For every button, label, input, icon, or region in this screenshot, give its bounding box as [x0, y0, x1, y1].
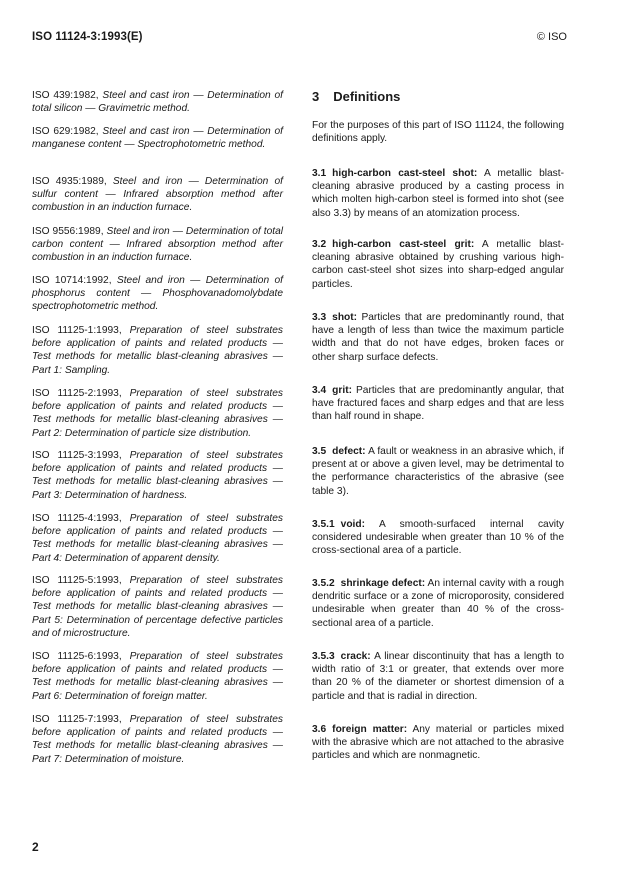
- definition-number: 3.4: [312, 385, 327, 396]
- reference-title: Preparation of steel substrates before application of paints and related products — Test methods for metallic blast-cleaning abrasives — Part 6: Determination of foreign matter.: [32, 651, 283, 702]
- definition-number: 3.5.2: [312, 578, 335, 589]
- definition-text: A linear discontinuity that has a length to width ratio of 3:1 or greater, that extends over more than 20 % of the diameter or shortest dimension of a particle and that is radial in direction.: [312, 651, 564, 702]
- definition-term: defect:: [332, 446, 366, 457]
- definition-number: 3.3: [312, 312, 327, 323]
- definition-text: A metallic blast-cleaning abrasive produced by a casting process in which molten high-carbon steel is formed into shot (see also 3.3) by means of an atomization process.: [312, 168, 564, 219]
- definition-term: grit:: [332, 385, 352, 396]
- reference-title: Preparation of steel substrates before application of paints and related products — Test methods for metallic blast-cleaning abrasives — Part 5: Determination of percentage defective particles and of microstructure.: [32, 575, 283, 639]
- reference-title: Steel and iron — Determination of phosphorus content — Phosphovanadomolybdate spectrophotometric method.: [32, 275, 283, 313]
- definition-text: Any material or particles mixed with the abrasive which are not attached to the abrasive particles and which are nonmagnetic.: [312, 724, 564, 762]
- reference-code: ISO 11125-1:1993,: [32, 325, 122, 336]
- reference-item: [32, 175, 283, 215]
- reference-code: ISO 439:1982,: [32, 90, 99, 101]
- reference-item: [32, 387, 283, 440]
- reference-item: [32, 512, 283, 565]
- definition-term: void:: [340, 519, 366, 530]
- definition-item: [312, 167, 564, 220]
- reference-code: ISO 629:1982,: [32, 126, 99, 137]
- definition-term: crack:: [340, 651, 371, 662]
- definition-number: 3.5.3: [312, 651, 335, 662]
- definition-number: 3.5.1: [312, 519, 335, 530]
- definition-item: [312, 577, 564, 630]
- definition-term: high-carbon cast-steel shot:: [332, 168, 478, 179]
- reference-item: [32, 650, 283, 703]
- reference-item: [32, 713, 283, 766]
- definition-item: [312, 238, 564, 291]
- definition-text: A fault or weakness in an abrasive which, if present at or above a given level, may be detrimental to the performance characteristics of the abrasive (see table 3).: [312, 446, 564, 497]
- reference-item: [32, 574, 283, 640]
- section-title: Definitions: [333, 89, 401, 104]
- reference-title: Preparation of steel substrates before application of paints and related products — Test methods for metallic blast-cleaning abrasives — Part 1: Sampling.: [32, 325, 283, 376]
- reference-code: ISO 11125-3:1993,: [32, 450, 122, 461]
- reference-code: ISO 11125-4:1993,: [32, 513, 122, 524]
- definition-number: 3.6: [312, 724, 327, 735]
- reference-code: ISO 9556:1989,: [32, 226, 104, 237]
- definition-term: foreign matter:: [332, 724, 408, 735]
- document-id: ISO 11124-3:1993(E): [32, 31, 143, 43]
- page-number: 2: [32, 840, 39, 854]
- section-heading: [312, 89, 400, 104]
- reference-title: Steel and iron — Determination of sulfur content — Infrared absorption method after combustion in an induction furnace.: [32, 176, 283, 214]
- reference-title: Steel and cast iron — Determination of manganese content — Spectrophotometric method.: [32, 126, 283, 151]
- reference-code: ISO 11125-5:1993,: [32, 575, 122, 586]
- definitions-intro: For the purposes of this part of ISO 11124, the following definitions apply.: [312, 120, 564, 145]
- definition-item: [312, 445, 564, 498]
- reference-title: Preparation of steel substrates before application of paints and related products — Test methods for metallic blast-cleaning abrasives — Part 2: Determination of particle size distribution.: [32, 388, 283, 439]
- reference-item: [32, 274, 283, 314]
- reference-code: ISO 11125-2:1993,: [32, 388, 122, 399]
- reference-item: [32, 125, 283, 151]
- section-number: 3: [312, 89, 320, 104]
- definition-term: high-carbon cast-steel grit:: [332, 239, 475, 250]
- reference-title: Preparation of steel substrates before application of paints and related products — Test methods for metallic blast-cleaning abrasives — Part 3: Determination of hardness.: [32, 450, 283, 501]
- reference-title: Preparation of steel substrates before application of paints and related products — Test methods for metallic blast-cleaning abrasives — Part 4: Determination of apparent density.: [32, 513, 283, 564]
- definition-term: shot:: [332, 312, 358, 323]
- reference-title: Preparation of steel substrates before application of paints and related products — Test methods for metallic blast-cleaning abrasives — Part 7: Determination of moisture.: [32, 714, 283, 765]
- reference-item: [32, 449, 283, 502]
- reference-title: Steel and cast iron — Determination of total silicon — Gravimetric method.: [32, 90, 283, 115]
- reference-code: ISO 11125-6:1993,: [32, 651, 122, 662]
- reference-item: [32, 89, 283, 115]
- definition-text: A smooth-surfaced internal cavity considered undesirable when greater than 10 % of the cross-sectional area of a particle.: [312, 519, 564, 557]
- definition-text: A metallic blast-cleaning abrasive obtained by crushing various high-carbon cast-steel shot sizes into sharp-edged angular particles.: [312, 239, 564, 290]
- definition-number: 3.1: [312, 168, 327, 179]
- definition-item: [312, 650, 564, 703]
- definition-item: [312, 311, 564, 364]
- reference-item: [32, 225, 283, 265]
- definition-text: Particles that are predominantly round, that have a length of less than twice the maximum particle width and that do not have edges, broken faces or other sharp surface defects.: [312, 312, 564, 363]
- reference-code: ISO 4935:1989,: [32, 176, 107, 187]
- reference-code: ISO 11125-7:1993,: [32, 714, 122, 725]
- reference-title: Steel and iron — Determination of total carbon content — Infrared absorption method after combustion in an induction furnace.: [32, 226, 284, 264]
- definition-item: [312, 384, 564, 424]
- reference-code: ISO 10714:1992,: [32, 275, 112, 286]
- definition-text: Particles that are predominantly angular, that have fractured faces and sharp edges and that are less than half round in shape.: [312, 385, 564, 423]
- copyright-mark: © ISO: [536, 31, 567, 43]
- definition-item: [312, 518, 564, 558]
- definition-term: shrinkage defect:: [340, 578, 426, 589]
- definition-text: An internal cavity with a rough dendritic surface or a zone of microporosity, considered undesirable when greater than 40 % of the cross-sectional area of a particle.: [312, 578, 564, 629]
- definition-number: 3.2: [312, 239, 327, 250]
- reference-item: [32, 324, 283, 377]
- definition-number: 3.5: [312, 446, 327, 457]
- definition-item: [312, 723, 564, 763]
